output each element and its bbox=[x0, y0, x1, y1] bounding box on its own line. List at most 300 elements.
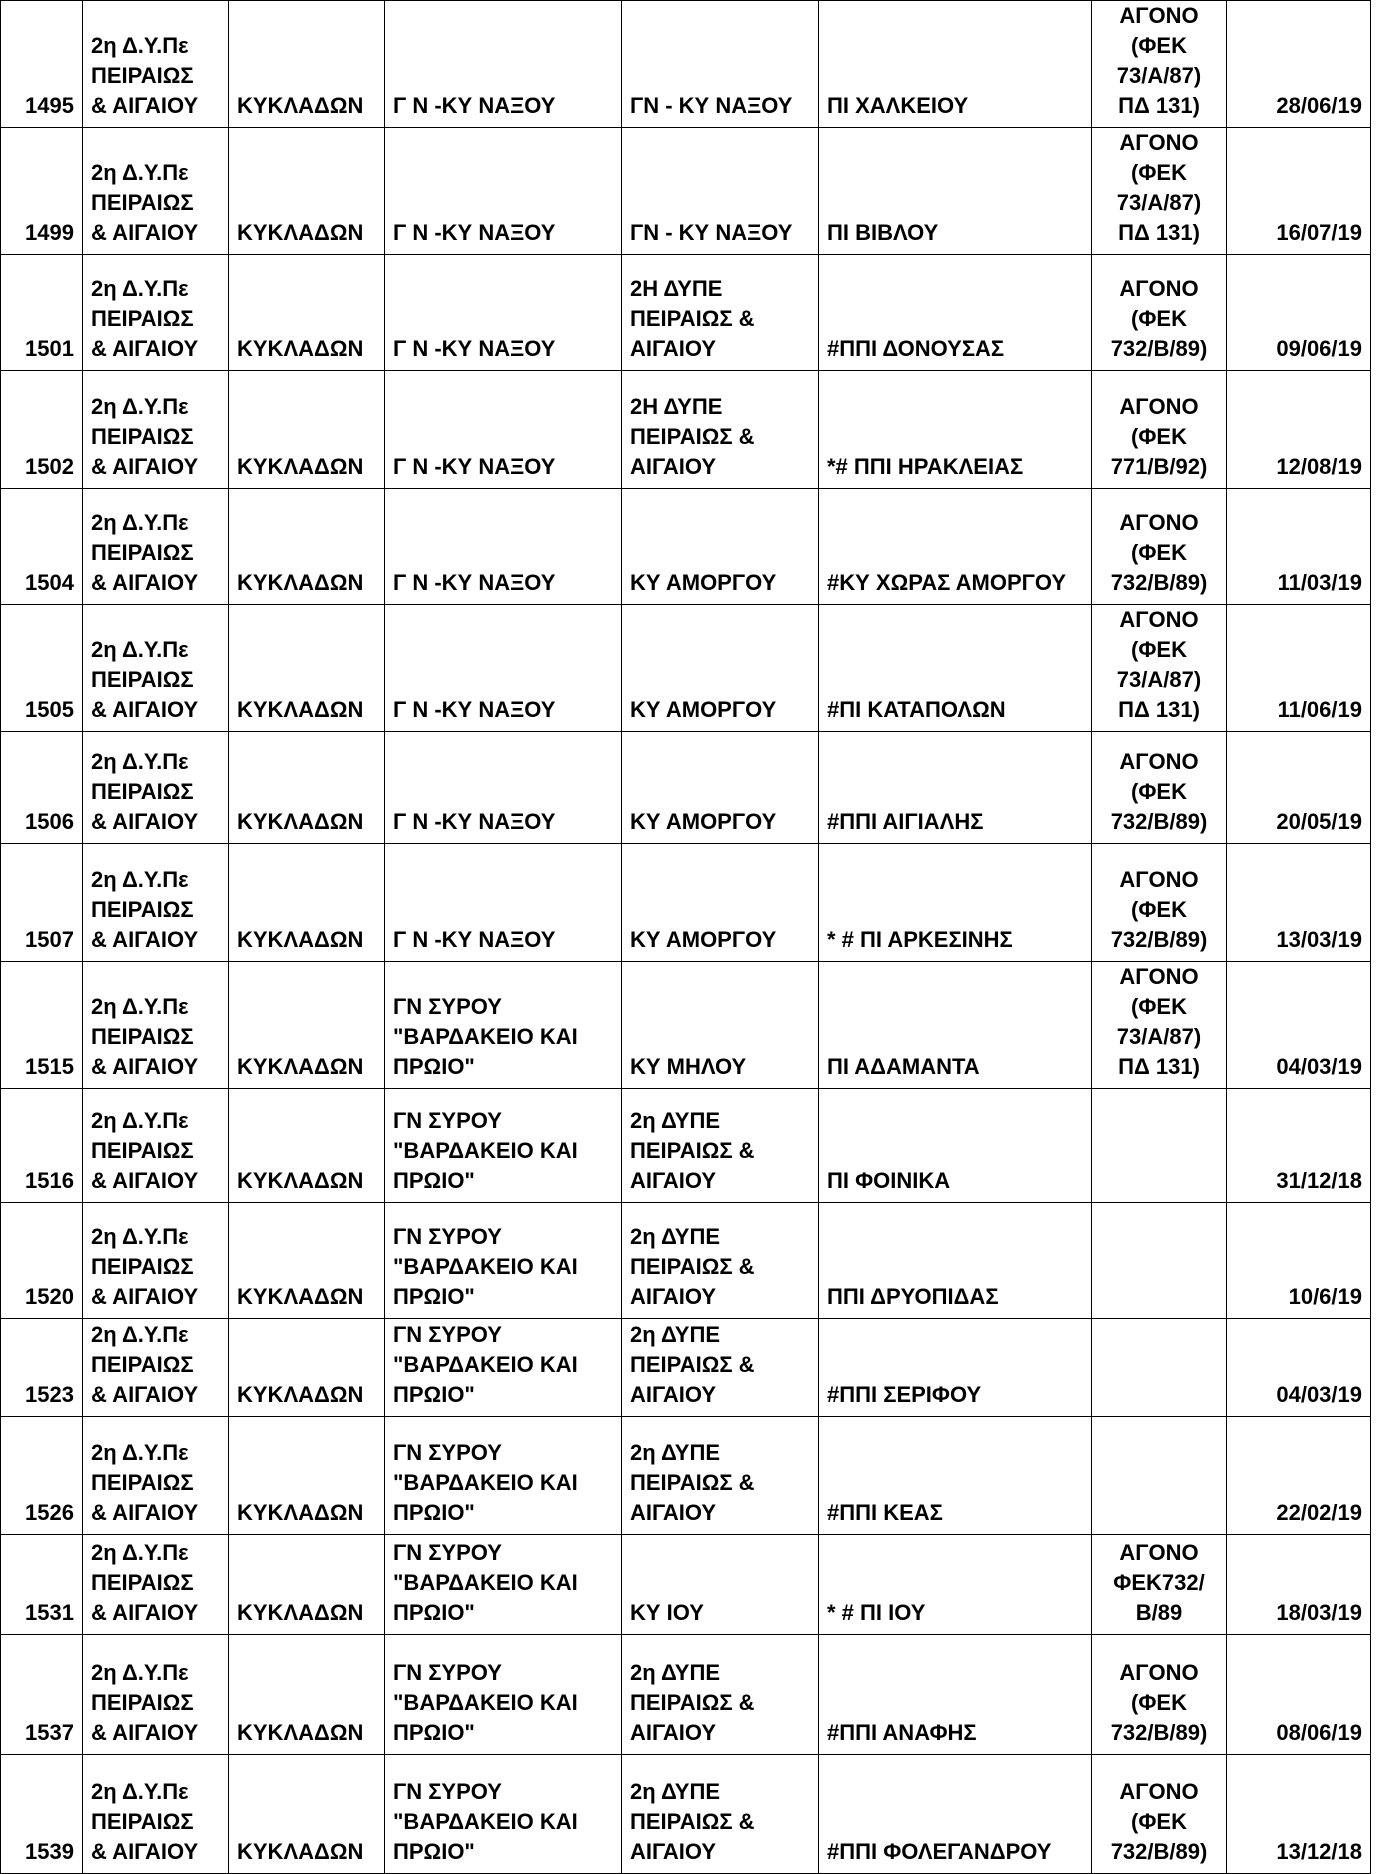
cell-remote-status bbox=[1092, 732, 1227, 844]
cell-date bbox=[1227, 962, 1371, 1089]
cell-health-unit-line: ΚΥ ΑΜΟΡΓΟΥ bbox=[630, 809, 777, 834]
cell-row-number bbox=[1, 844, 83, 962]
cell-hospital-line: ΠΡΩΙΟ" bbox=[393, 1284, 475, 1309]
cell-health-unit bbox=[622, 489, 819, 605]
cell-facility bbox=[819, 1755, 1092, 1874]
cell-date-text: 31/12/18 bbox=[1276, 1168, 1362, 1193]
cell-remote-status-line: (ΦΕΚ bbox=[1131, 1690, 1187, 1715]
cell-facility bbox=[819, 1089, 1092, 1203]
cell-facility-line: #ΠΙ ΚΑΤΑΠΟΛΩΝ bbox=[827, 697, 1006, 722]
cell-hospital-line: ΠΡΩΙΟ" bbox=[393, 1382, 475, 1407]
cell-hospital bbox=[385, 844, 622, 962]
cell-prefecture bbox=[229, 371, 385, 489]
cell-health-region bbox=[83, 489, 229, 605]
cell-prefecture-line: ΚΥΚΛΑΔΩΝ bbox=[237, 220, 364, 245]
cell-health-unit-line: ΠΕΙΡΑΙΩΣ & bbox=[630, 1352, 755, 1377]
cell-date bbox=[1227, 1635, 1371, 1755]
cell-row-number-text: 1499 bbox=[25, 220, 74, 245]
cell-hospital-line: ΓΝ ΣΥΡΟΥ bbox=[393, 1779, 502, 1804]
cell-health-unit bbox=[622, 1535, 819, 1635]
cell-hospital-line: ΠΡΩΙΟ" bbox=[393, 1720, 475, 1745]
cell-row-number bbox=[1, 1, 83, 128]
cell-hospital bbox=[385, 732, 622, 844]
cell-health-unit-line: ΑΙΓΑΙΟΥ bbox=[630, 1839, 717, 1864]
cell-date-text: 10/6/19 bbox=[1288, 1284, 1362, 1309]
cell-hospital-line: ΓΝ ΣΥΡΟΥ bbox=[393, 994, 502, 1019]
cell-health-region-line: 2η Δ.Υ.Πε bbox=[91, 1660, 189, 1685]
cell-remote-status bbox=[1092, 128, 1227, 255]
cell-health-region-line: 2η Δ.Υ.Πε bbox=[91, 1540, 189, 1565]
cell-health-region bbox=[83, 1417, 229, 1535]
cell-prefecture-line: ΚΥΚΛΑΔΩΝ bbox=[237, 1720, 364, 1745]
cell-date-text: 11/03/19 bbox=[1277, 570, 1362, 595]
cell-health-region-line: & ΑΙΓΑΙΟΥ bbox=[91, 220, 199, 245]
cell-remote-status-line: (ΦΕΚ bbox=[1131, 1809, 1187, 1834]
cell-remote-status-line: 732/Β/89) bbox=[1110, 570, 1208, 595]
cell-hospital bbox=[385, 1203, 622, 1319]
cell-hospital-line: "ΒΑΡΔΑΚΕΙΟ ΚΑΙ bbox=[393, 1570, 578, 1595]
cell-health-unit-line: ΚΥ ΑΜΟΡΓΟΥ bbox=[630, 570, 777, 595]
cell-row-number-text: 1516 bbox=[25, 1168, 74, 1193]
cell-health-region-line: ΠΕΙΡΑΙΩΣ bbox=[91, 1809, 194, 1834]
cell-remote-status bbox=[1092, 371, 1227, 489]
cell-health-unit bbox=[622, 1089, 819, 1203]
cell-row-number bbox=[1, 489, 83, 605]
cell-prefecture bbox=[229, 1417, 385, 1535]
cell-remote-status-line: ΑΓΟΝΟ bbox=[1119, 867, 1199, 892]
cell-hospital-line: ΠΡΩΙΟ" bbox=[393, 1839, 475, 1864]
cell-remote-status bbox=[1092, 1319, 1227, 1417]
cell-facility-line: ΠΙ ΦΟΙΝΙΚΑ bbox=[827, 1168, 951, 1193]
cell-health-unit-line: 2η ΔΥΠΕ bbox=[630, 1224, 721, 1249]
cell-remote-status-line: ΑΓΟΝΟ bbox=[1119, 394, 1199, 419]
cell-facility-line: #ΠΠΙ ΣΕΡΙΦΟΥ bbox=[827, 1382, 982, 1407]
cell-health-region-line: ΠΕΙΡΑΙΩΣ bbox=[91, 897, 194, 922]
table-row bbox=[1, 1635, 1371, 1755]
table-row bbox=[1, 605, 1371, 732]
cell-remote-status-line: ΑΓΟΝΟ bbox=[1119, 607, 1199, 632]
cell-row-number-text: 1539 bbox=[25, 1839, 74, 1864]
cell-hospital-line: Γ Ν -ΚΥ ΝΑΞΟΥ bbox=[393, 93, 556, 118]
cell-prefecture-line: ΚΥΚΛΑΔΩΝ bbox=[237, 93, 364, 118]
cell-remote-status-line: (ΦΕΚ bbox=[1131, 994, 1187, 1019]
cell-health-region-line: ΠΕΙΡΑΙΩΣ bbox=[91, 667, 194, 692]
cell-remote-status-line: ΠΔ 131) bbox=[1118, 93, 1200, 118]
cell-row-number bbox=[1, 1417, 83, 1535]
cell-row-number-text: 1520 bbox=[25, 1284, 74, 1309]
cell-health-region bbox=[83, 1, 229, 128]
table-row bbox=[1, 732, 1371, 844]
cell-date-text: 04/03/19 bbox=[1276, 1382, 1362, 1407]
cell-health-region-line: & ΑΙΓΑΙΟΥ bbox=[91, 454, 199, 479]
cell-health-unit bbox=[622, 1755, 819, 1874]
cell-date bbox=[1227, 1089, 1371, 1203]
cell-health-unit-line: ΠΕΙΡΑΙΩΣ & bbox=[630, 1809, 755, 1834]
cell-health-region-line: 2η Δ.Υ.Πε bbox=[91, 994, 189, 1019]
cell-remote-status-line: 73/Α/87) bbox=[1116, 63, 1202, 88]
cell-prefecture bbox=[229, 962, 385, 1089]
cell-health-region-line: 2η Δ.Υ.Πε bbox=[91, 1224, 189, 1249]
cell-hospital bbox=[385, 1089, 622, 1203]
cell-health-region bbox=[83, 1635, 229, 1755]
cell-hospital-line: "ΒΑΡΔΑΚΕΙΟ ΚΑΙ bbox=[393, 1809, 578, 1834]
cell-remote-status bbox=[1092, 255, 1227, 371]
cell-hospital-line: Γ Ν -ΚΥ ΝΑΞΟΥ bbox=[393, 336, 556, 361]
cell-prefecture-line: ΚΥΚΛΑΔΩΝ bbox=[237, 454, 364, 479]
cell-prefecture-line: ΚΥΚΛΑΔΩΝ bbox=[237, 1168, 364, 1193]
cell-row-number-text: 1504 bbox=[25, 570, 74, 595]
cell-health-region bbox=[83, 1203, 229, 1319]
cell-health-unit-line: ΚΥ ΑΜΟΡΓΟΥ bbox=[630, 927, 777, 952]
cell-prefecture-line: ΚΥΚΛΑΔΩΝ bbox=[237, 1600, 364, 1625]
cell-facility bbox=[819, 605, 1092, 732]
cell-hospital bbox=[385, 489, 622, 605]
cell-facility bbox=[819, 1535, 1092, 1635]
cell-health-unit-line: ΠΕΙΡΑΙΩΣ & bbox=[630, 1690, 755, 1715]
cell-health-region-line: 2η Δ.Υ.Πε bbox=[91, 394, 189, 419]
cell-health-unit-line: ΓΝ - ΚΥ ΝΑΞΟΥ bbox=[630, 220, 793, 245]
cell-hospital bbox=[385, 255, 622, 371]
cell-date bbox=[1227, 1535, 1371, 1635]
cell-health-unit bbox=[622, 255, 819, 371]
cell-hospital-line: "ΒΑΡΔΑΚΕΙΟ ΚΑΙ bbox=[393, 1352, 578, 1377]
cell-hospital-line: Γ Ν -ΚΥ ΝΑΞΟΥ bbox=[393, 927, 556, 952]
cell-hospital bbox=[385, 962, 622, 1089]
cell-remote-status-line: (ΦΕΚ bbox=[1131, 33, 1187, 58]
cell-remote-status-line: 73/Α/87) bbox=[1116, 1024, 1202, 1049]
cell-health-region-line: & ΑΙΓΑΙΟΥ bbox=[91, 1054, 199, 1079]
cell-remote-status-line: ΦΕΚ732/ bbox=[1113, 1570, 1205, 1595]
cell-remote-status bbox=[1092, 1, 1227, 128]
cell-health-region bbox=[83, 732, 229, 844]
cell-health-region-line: 2η Δ.Υ.Πε bbox=[91, 749, 189, 774]
cell-health-unit-line: ΑΙΓΑΙΟΥ bbox=[630, 1720, 717, 1745]
cell-date-text: 09/06/19 bbox=[1276, 336, 1362, 361]
cell-row-number bbox=[1, 962, 83, 1089]
cell-remote-status-line: ΑΓΟΝΟ bbox=[1119, 1540, 1199, 1565]
cell-hospital-line: ΓΝ ΣΥΡΟΥ bbox=[393, 1224, 502, 1249]
cell-row-number-text: 1502 bbox=[25, 454, 74, 479]
cell-health-unit bbox=[622, 1203, 819, 1319]
cell-hospital-line: Γ Ν -ΚΥ ΝΑΞΟΥ bbox=[393, 809, 556, 834]
table-row bbox=[1, 962, 1371, 1089]
cell-health-unit-line: ΚΥ ΑΜΟΡΓΟΥ bbox=[630, 697, 777, 722]
cell-prefecture bbox=[229, 1535, 385, 1635]
table-row bbox=[1, 844, 1371, 962]
cell-facility-line: ΠΙ ΒΙΒΛΟΥ bbox=[827, 220, 939, 245]
cell-prefecture-line: ΚΥΚΛΑΔΩΝ bbox=[237, 809, 364, 834]
cell-health-unit bbox=[622, 1, 819, 128]
cell-date-text: 04/03/19 bbox=[1276, 1054, 1362, 1079]
cell-health-region-line: ΠΕΙΡΑΙΩΣ bbox=[91, 1470, 194, 1495]
cell-row-number-text: 1495 bbox=[25, 93, 74, 118]
cell-prefecture-line: ΚΥΚΛΑΔΩΝ bbox=[237, 570, 364, 595]
table-row bbox=[1, 1319, 1371, 1417]
cell-health-region-line: & ΑΙΓΑΙΟΥ bbox=[91, 1168, 199, 1193]
cell-health-region-line: & ΑΙΓΑΙΟΥ bbox=[91, 93, 199, 118]
cell-remote-status-line: ΠΔ 131) bbox=[1118, 1054, 1200, 1079]
cell-facility bbox=[819, 128, 1092, 255]
cell-health-region bbox=[83, 1535, 229, 1635]
cell-facility bbox=[819, 962, 1092, 1089]
cell-prefecture-line: ΚΥΚΛΑΔΩΝ bbox=[237, 927, 364, 952]
cell-health-unit-line: ΠΕΙΡΑΙΩΣ & bbox=[630, 1138, 755, 1163]
table-row bbox=[1, 489, 1371, 605]
table-row bbox=[1, 1089, 1371, 1203]
table-row bbox=[1, 371, 1371, 489]
cell-prefecture bbox=[229, 1635, 385, 1755]
cell-health-region-line: 2η Δ.Υ.Πε bbox=[91, 1440, 189, 1465]
cell-health-region-line: ΠΕΙΡΑΙΩΣ bbox=[91, 1138, 194, 1163]
cell-health-unit-line: ΚΥ ΙΟΥ bbox=[630, 1600, 704, 1625]
cell-remote-status-line: ΑΓΟΝΟ bbox=[1119, 276, 1199, 301]
table-row bbox=[1, 1417, 1371, 1535]
cell-health-region bbox=[83, 844, 229, 962]
cell-date-text: 28/06/19 bbox=[1276, 93, 1362, 118]
cell-row-number bbox=[1, 732, 83, 844]
cell-hospital-line: Γ Ν -ΚΥ ΝΑΞΟΥ bbox=[393, 220, 556, 245]
cell-health-region-line: & ΑΙΓΑΙΟΥ bbox=[91, 697, 199, 722]
cell-prefecture-line: ΚΥΚΛΑΔΩΝ bbox=[237, 1382, 364, 1407]
cell-date-text: 22/02/19 bbox=[1276, 1500, 1362, 1525]
cell-health-unit-line: 2η ΔΥΠΕ bbox=[630, 1322, 721, 1347]
cell-remote-status bbox=[1092, 1755, 1227, 1874]
cell-health-unit-line: 2Η ΔΥΠΕ bbox=[630, 394, 723, 419]
cell-health-region bbox=[83, 128, 229, 255]
cell-health-unit bbox=[622, 962, 819, 1089]
cell-facility-line: #ΠΠΙ ΑΙΓΙΑΛΗΣ bbox=[827, 809, 984, 834]
cell-date bbox=[1227, 844, 1371, 962]
cell-facility-line: #ΠΠΙ ΑΝΑΦΗΣ bbox=[827, 1720, 977, 1745]
cell-row-number-text: 1506 bbox=[25, 809, 74, 834]
table-row bbox=[1, 1755, 1371, 1874]
cell-remote-status-line: (ΦΕΚ bbox=[1131, 779, 1187, 804]
cell-facility-line: #ΚΥ ΧΩΡΑΣ ΑΜΟΡΓΟΥ bbox=[827, 570, 1067, 595]
cell-health-region-line: & ΑΙΓΑΙΟΥ bbox=[91, 927, 199, 952]
cell-health-region bbox=[83, 371, 229, 489]
cell-facility bbox=[819, 844, 1092, 962]
cell-health-unit-line: 2Η ΔΥΠΕ bbox=[630, 276, 723, 301]
cell-health-region-line: & ΑΙΓΑΙΟΥ bbox=[91, 1600, 199, 1625]
cell-row-number bbox=[1, 1635, 83, 1755]
cell-facility bbox=[819, 1417, 1092, 1535]
cell-facility bbox=[819, 255, 1092, 371]
cell-remote-status bbox=[1092, 844, 1227, 962]
cell-health-region bbox=[83, 255, 229, 371]
cell-prefecture-line: ΚΥΚΛΑΔΩΝ bbox=[237, 1284, 364, 1309]
cell-row-number-text: 1526 bbox=[25, 1500, 74, 1525]
cell-remote-status-line: ΑΓΟΝΟ bbox=[1119, 510, 1199, 535]
cell-prefecture bbox=[229, 605, 385, 732]
cell-prefecture-line: ΚΥΚΛΑΔΩΝ bbox=[237, 1839, 364, 1864]
cell-date bbox=[1227, 1417, 1371, 1535]
cell-date bbox=[1227, 605, 1371, 732]
cell-remote-status-line: 732/Β/89) bbox=[1110, 1720, 1208, 1745]
cell-row-number-text: 1515 bbox=[25, 1054, 74, 1079]
table-row bbox=[1, 255, 1371, 371]
cell-hospital bbox=[385, 1, 622, 128]
cell-hospital-line: ΠΡΩΙΟ" bbox=[393, 1600, 475, 1625]
cell-health-unit-line: 2η ΔΥΠΕ bbox=[630, 1440, 721, 1465]
cell-remote-status-line: ΑΓΟΝΟ bbox=[1119, 1779, 1199, 1804]
cell-remote-status-line: ΑΓΟΝΟ bbox=[1119, 964, 1199, 989]
cell-facility bbox=[819, 1203, 1092, 1319]
cell-prefecture-line: ΚΥΚΛΑΔΩΝ bbox=[237, 1500, 364, 1525]
cell-remote-status-line: (ΦΕΚ bbox=[1131, 306, 1187, 331]
cell-date-text: 13/03/19 bbox=[1276, 927, 1362, 952]
cell-health-region-line: 2η Δ.Υ.Πε bbox=[91, 1108, 189, 1133]
cell-date bbox=[1227, 1319, 1371, 1417]
cell-health-region-line: 2η Δ.Υ.Πε bbox=[91, 1322, 189, 1347]
cell-row-number bbox=[1, 1755, 83, 1874]
cell-facility-line: ΠΙ ΑΔΑΜΑΝΤΑ bbox=[827, 1054, 980, 1079]
cell-remote-status-line: 732/Β/89) bbox=[1110, 336, 1208, 361]
cell-hospital-line: "ΒΑΡΔΑΚΕΙΟ ΚΑΙ bbox=[393, 1024, 578, 1049]
cell-hospital-line: ΓΝ ΣΥΡΟΥ bbox=[393, 1660, 502, 1685]
cell-row-number bbox=[1, 1089, 83, 1203]
cell-prefecture bbox=[229, 1089, 385, 1203]
cell-hospital bbox=[385, 1635, 622, 1755]
cell-row-number bbox=[1, 128, 83, 255]
cell-row-number bbox=[1, 255, 83, 371]
cell-remote-status-line: 771/Β/92) bbox=[1110, 454, 1208, 479]
cell-row-number-text: 1505 bbox=[25, 697, 74, 722]
cell-hospital-line: ΓΝ ΣΥΡΟΥ bbox=[393, 1440, 502, 1465]
cell-health-region-line: 2η Δ.Υ.Πε bbox=[91, 160, 189, 185]
cell-row-number bbox=[1, 605, 83, 732]
cell-hospital-line: ΠΡΩΙΟ" bbox=[393, 1168, 475, 1193]
cell-date bbox=[1227, 255, 1371, 371]
cell-row-number-text: 1537 bbox=[25, 1720, 74, 1745]
cell-hospital-line: Γ Ν -ΚΥ ΝΑΞΟΥ bbox=[393, 570, 556, 595]
cell-prefecture bbox=[229, 128, 385, 255]
cell-health-unit-line: ΑΙΓΑΙΟΥ bbox=[630, 1168, 717, 1193]
cell-health-region bbox=[83, 1089, 229, 1203]
cell-hospital-line: ΠΡΩΙΟ" bbox=[393, 1054, 475, 1079]
cell-health-region-line: & ΑΙΓΑΙΟΥ bbox=[91, 570, 199, 595]
cell-health-unit-line: 2η ΔΥΠΕ bbox=[630, 1779, 721, 1804]
cell-facility-line: #ΠΠΙ ΦΟΛΕΓΑΝΔΡΟΥ bbox=[827, 1839, 1052, 1864]
cell-remote-status-line: 73/Α/87) bbox=[1116, 190, 1202, 215]
cell-health-region-line: ΠΕΙΡΑΙΩΣ bbox=[91, 190, 194, 215]
cell-health-unit-line: ΑΙΓΑΙΟΥ bbox=[630, 1284, 717, 1309]
cell-remote-status-line: ΑΓΟΝΟ bbox=[1119, 749, 1199, 774]
cell-facility-line: #ΠΠΙ ΚΕΑΣ bbox=[827, 1500, 943, 1525]
cell-health-unit-line: ΠΕΙΡΑΙΩΣ & bbox=[630, 306, 755, 331]
cell-health-region-line: ΠΕΙΡΑΙΩΣ bbox=[91, 1690, 194, 1715]
cell-prefecture bbox=[229, 489, 385, 605]
cell-health-unit bbox=[622, 605, 819, 732]
cell-health-unit-line: ΚΥ ΜΗΛΟΥ bbox=[630, 1054, 747, 1079]
cell-row-number bbox=[1, 1319, 83, 1417]
table-row bbox=[1, 1535, 1371, 1635]
cell-hospital bbox=[385, 1535, 622, 1635]
cell-health-region-line: ΠΕΙΡΑΙΩΣ bbox=[91, 540, 194, 565]
cell-health-unit bbox=[622, 1417, 819, 1535]
cell-health-unit bbox=[622, 1319, 819, 1417]
cell-remote-status bbox=[1092, 605, 1227, 732]
cell-prefecture bbox=[229, 1755, 385, 1874]
cell-remote-status bbox=[1092, 962, 1227, 1089]
cell-facility-line: #ΠΠΙ ΔΟΝΟΥΣΑΣ bbox=[827, 336, 1005, 361]
cell-health-unit-line: 2η ΔΥΠΕ bbox=[630, 1108, 721, 1133]
cell-date-text: 13/12/18 bbox=[1276, 1839, 1362, 1864]
cell-hospital-line: ΓΝ ΣΥΡΟΥ bbox=[393, 1322, 502, 1347]
cell-remote-status-line: 732/Β/89) bbox=[1110, 927, 1208, 952]
cell-remote-status-line: Β/89 bbox=[1135, 1600, 1183, 1625]
cell-health-unit bbox=[622, 732, 819, 844]
cell-remote-status-line: ΠΔ 131) bbox=[1118, 697, 1200, 722]
cell-hospital-line: ΓΝ ΣΥΡΟΥ bbox=[393, 1540, 502, 1565]
cell-remote-status bbox=[1092, 1417, 1227, 1535]
cell-health-region-line: 2η Δ.Υ.Πε bbox=[91, 276, 189, 301]
cell-facility-line: ΠΙ ΧΑΛΚΕΙΟΥ bbox=[827, 93, 969, 118]
cell-facility bbox=[819, 732, 1092, 844]
cell-health-region-line: ΠΕΙΡΑΙΩΣ bbox=[91, 779, 194, 804]
cell-health-unit-line: ΠΕΙΡΑΙΩΣ & bbox=[630, 1254, 755, 1279]
cell-health-region-line: ΠΕΙΡΑΙΩΣ bbox=[91, 306, 194, 331]
cell-health-region bbox=[83, 1755, 229, 1874]
cell-row-number bbox=[1, 1535, 83, 1635]
cell-health-region-line: ΠΕΙΡΑΙΩΣ bbox=[91, 424, 194, 449]
cell-health-unit bbox=[622, 371, 819, 489]
cell-date-text: 12/08/19 bbox=[1276, 454, 1362, 479]
cell-date-text: 20/05/19 bbox=[1276, 809, 1362, 834]
cell-remote-status bbox=[1092, 489, 1227, 605]
cell-hospital-line: "ΒΑΡΔΑΚΕΙΟ ΚΑΙ bbox=[393, 1470, 578, 1495]
cell-health-unit-line: ΑΙΓΑΙΟΥ bbox=[630, 454, 717, 479]
cell-health-unit bbox=[622, 128, 819, 255]
table-body bbox=[1, 1, 1371, 1874]
cell-row-number-text: 1531 bbox=[25, 1600, 74, 1625]
cell-remote-status-line: ΑΓΟΝΟ bbox=[1119, 3, 1199, 28]
cell-remote-status-line: 73/Α/87) bbox=[1116, 667, 1202, 692]
cell-date bbox=[1227, 371, 1371, 489]
cell-prefecture bbox=[229, 1319, 385, 1417]
cell-health-region-line: ΠΕΙΡΑΙΩΣ bbox=[91, 1254, 194, 1279]
cell-health-unit-line: ΠΕΙΡΑΙΩΣ & bbox=[630, 1470, 755, 1495]
cell-row-number bbox=[1, 1203, 83, 1319]
cell-remote-status-line: ΑΓΟΝΟ bbox=[1119, 130, 1199, 155]
cell-health-region-line: 2η Δ.Υ.Πε bbox=[91, 867, 189, 892]
cell-prefecture bbox=[229, 732, 385, 844]
cell-health-unit-line: 2η ΔΥΠΕ bbox=[630, 1660, 721, 1685]
cell-facility bbox=[819, 1319, 1092, 1417]
cell-hospital bbox=[385, 1755, 622, 1874]
cell-health-region bbox=[83, 962, 229, 1089]
cell-date-text: 18/03/19 bbox=[1276, 1600, 1362, 1625]
cell-health-unit-line: ΑΙΓΑΙΟΥ bbox=[630, 1500, 717, 1525]
cell-date bbox=[1227, 1203, 1371, 1319]
cell-facility bbox=[819, 1, 1092, 128]
cell-facility bbox=[819, 489, 1092, 605]
cell-remote-status bbox=[1092, 1535, 1227, 1635]
cell-health-region-line: 2η Δ.Υ.Πε bbox=[91, 510, 189, 535]
cell-row-number-text: 1523 bbox=[25, 1382, 74, 1407]
cell-remote-status-line: (ΦΕΚ bbox=[1131, 424, 1187, 449]
table-row bbox=[1, 1, 1371, 128]
cell-remote-status-line: (ΦΕΚ bbox=[1131, 160, 1187, 185]
cell-prefecture-line: ΚΥΚΛΑΔΩΝ bbox=[237, 697, 364, 722]
cell-date bbox=[1227, 1755, 1371, 1874]
cell-health-region bbox=[83, 605, 229, 732]
cell-hospital-line: ΓΝ ΣΥΡΟΥ bbox=[393, 1108, 502, 1133]
cell-health-region-line: 2η Δ.Υ.Πε bbox=[91, 33, 189, 58]
cell-facility-line: * # ΠΙ ΙΟΥ bbox=[827, 1600, 926, 1625]
cell-health-unit-line: ΓΝ - ΚΥ ΝΑΞΟΥ bbox=[630, 93, 793, 118]
cell-health-region-line: 2η Δ.Υ.Πε bbox=[91, 637, 189, 662]
cell-health-region-line: & ΑΙΓΑΙΟΥ bbox=[91, 809, 199, 834]
